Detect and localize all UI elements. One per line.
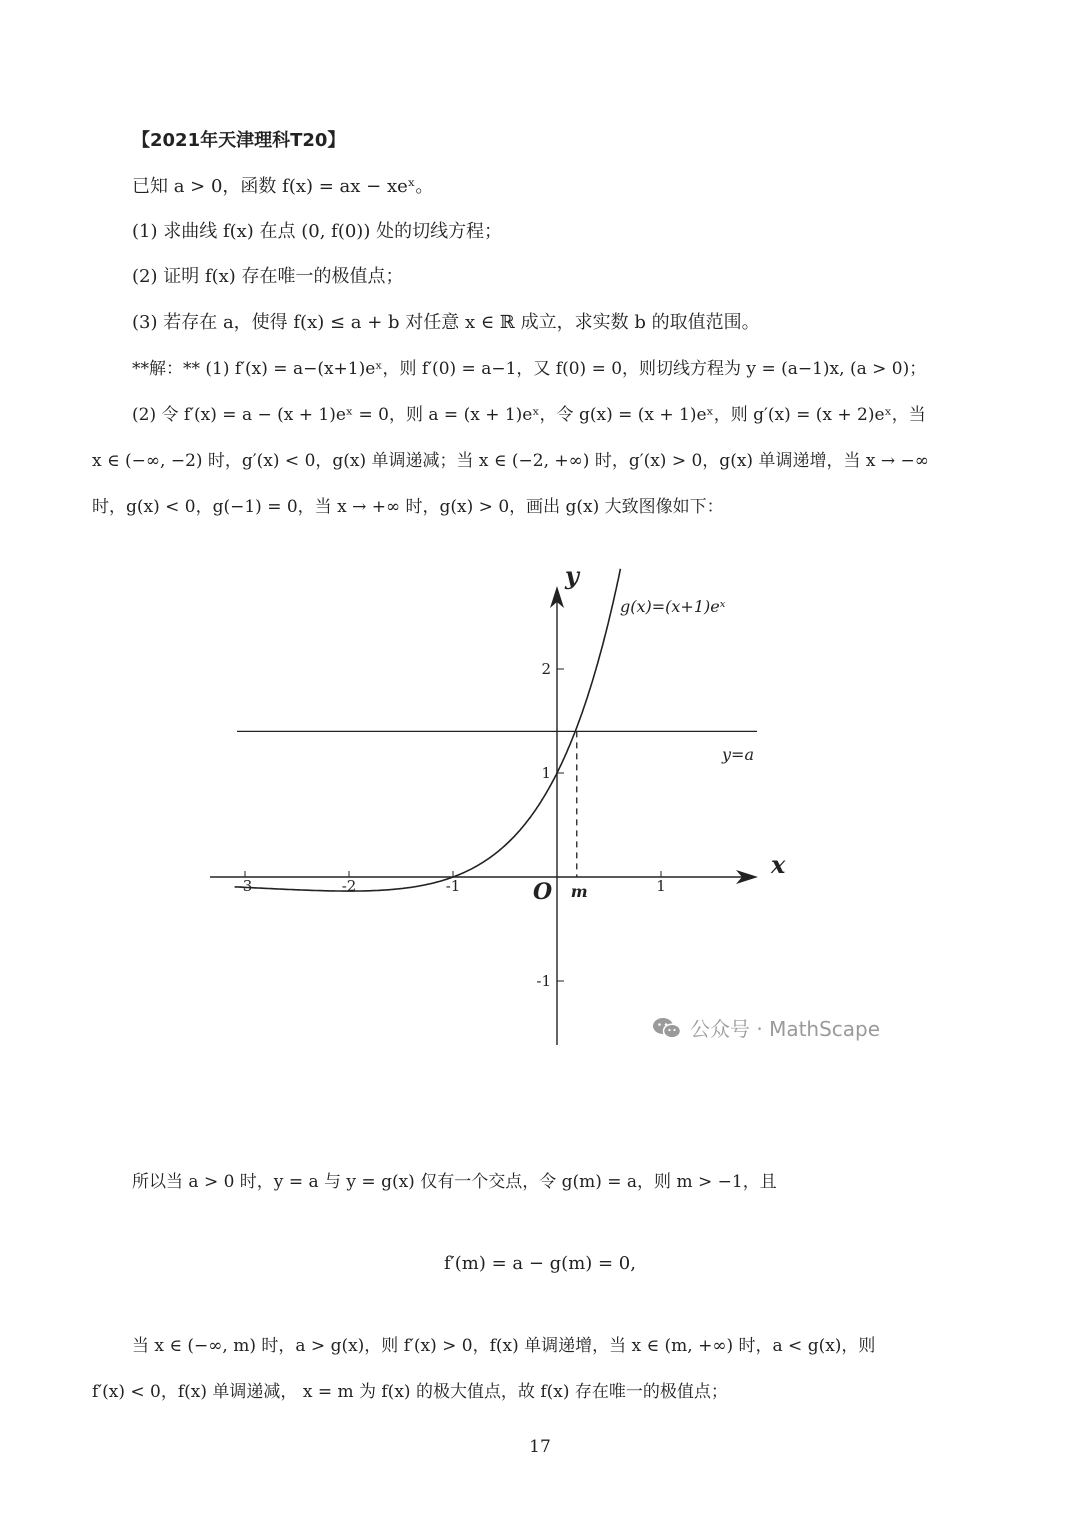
watermark xyxy=(652,1013,880,1042)
x-axis-label: x xyxy=(771,850,786,879)
y-tick-label: -1 xyxy=(536,972,551,990)
function-graph xyxy=(0,540,1080,1060)
x-tick-label: -2 xyxy=(341,877,357,895)
solution-part-2-line-6: f′(x) < 0，f(x) 单调递减， x = m 为 f(x) 的极大值点，故 f(x) 存在唯一的极值点； xyxy=(92,1382,728,1402)
x-tick-label: 1 xyxy=(656,877,666,895)
line-label: y=a xyxy=(722,745,754,764)
page-number: 17 xyxy=(529,1437,551,1457)
origin-label: O xyxy=(533,879,553,905)
solution-part-2-line-3: 时，g(x) < 0，g(−1) = 0，当 x → +∞ 时，g(x) > 0，画出 g(x) 大致图像如下： xyxy=(92,497,724,517)
question-2: (2) 证明 f(x) 存在唯一的极值点； xyxy=(132,266,404,287)
display-equation: f′(m) = a − g(m) = 0, xyxy=(444,1253,636,1274)
g-curve xyxy=(235,569,621,891)
question-1: (1) 求曲线 f(x) 在点 (0, f(0)) 处的切线方程； xyxy=(132,221,503,242)
solution-part-2-line-4: 所以当 a > 0 时，y = a 与 y = g(x) 仅有一个交点，令 g(m) = a，则 m > −1，且 xyxy=(132,1172,777,1192)
x-tick-label: -3 xyxy=(237,877,253,895)
solution-part-1: **解：** (1) f′(x) = a−(x+1)eˣ，则 f′(0) = a−1，又 f(0) = 0，则切线方程为 y = (a−1)x, (a > 0)； xyxy=(132,359,927,379)
question-3: (3) 若存在 a，使得 f(x) ≤ a + b 对任意 x ∈ ℝ 成立，求实数 b 的取值范围。 xyxy=(132,312,760,333)
solution-part-2-line-2: x ∈ (−∞, −2) 时，g′(x) < 0，g(x) 单调递减；当 x ∈ (−2, +∞) 时，g′(x) > 0，g(x) 单调递增，当 x → −∞ xyxy=(92,451,929,471)
solution-part-2-line-1: (2) 令 f′(x) = a − (x + 1)eˣ = 0，则 a = (x + 1)eˣ，令 g(x) = (x + 1)eˣ，则 g′(x) = (x + 2)eˣ，当 xyxy=(132,405,926,425)
m-label: m xyxy=(570,882,588,901)
y-tick-label: 1 xyxy=(541,764,551,782)
axes xyxy=(210,586,758,1045)
y-tick-label: 2 xyxy=(541,660,551,678)
wechat-icon xyxy=(652,1016,682,1040)
y-axis-label: y xyxy=(565,561,579,590)
x-tick-label: -1 xyxy=(445,877,461,895)
tick-marks xyxy=(238,660,666,990)
problem-heading: 【2021年天津理科T20】 xyxy=(132,130,346,151)
curve-label: g(x)=(x+1)eˣ xyxy=(620,597,726,616)
problem-statement: 已知 a > 0，函数 f(x) = ax − xeˣ。 xyxy=(132,176,434,197)
watermark-text: 公众号 · MathScape xyxy=(690,1017,881,1041)
solution-part-2-line-5: 当 x ∈ (−∞, m) 时，a > g(x)，则 f′(x) > 0，f(x) 单调递增，当 x ∈ (m, +∞) 时，a < g(x)，则 xyxy=(132,1336,876,1356)
